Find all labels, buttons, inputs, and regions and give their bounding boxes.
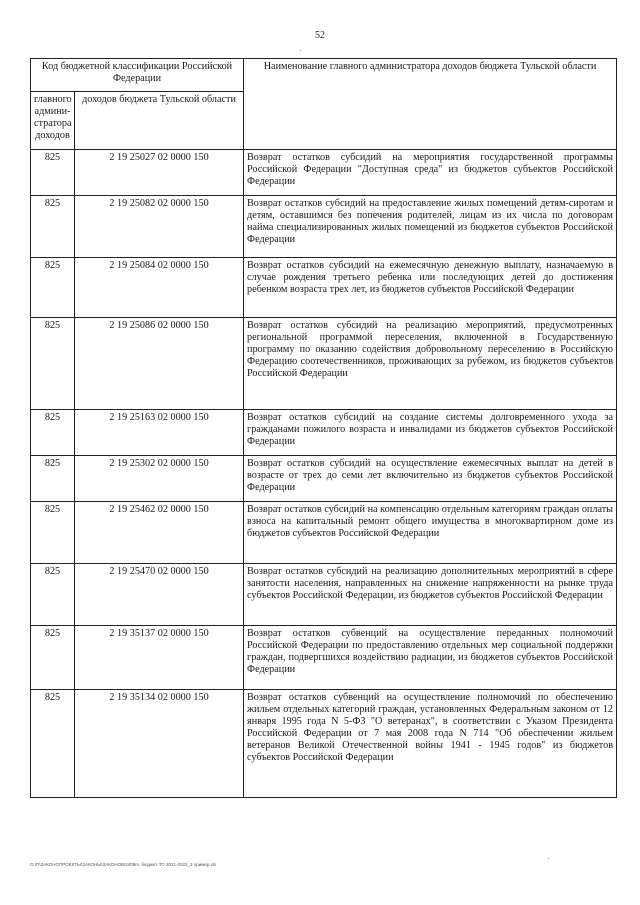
budget-code: 2 19 35137 02 0000 150 — [75, 626, 244, 690]
table-row — [31, 150, 617, 196]
admin-code: 825 — [31, 410, 75, 456]
income-description: Возврат остатков субсидий на ежемесячную денежную выплату, назначаемую в случае рождения третьего ребенка или последующих детей до достижения ребенком возраста трех лет, из бюджетов субъектов Российской Федерации — [244, 258, 617, 318]
admin-code: 825 — [31, 258, 75, 318]
income-description: Возврат остатков субсидий на создание системы долговременного ухода за гражданами пожилого возраста и инвалидами из бюджетов субъектов Российской Федерации — [244, 410, 617, 456]
budget-code: 2 19 25027 02 0000 150 — [75, 150, 244, 196]
footer-file-path: O:\П\ЗАКОНОПРОЕКТЫ\ЗАКОНЫ\ЗАКОНОБ\2408m. бюджет ТО 2021-2023_3 пример.xls — [30, 862, 217, 867]
page-number: 52 — [315, 30, 325, 41]
table-row — [31, 456, 617, 502]
income-description: Возврат остатков субсидий на предоставление жилых помещений детям-сиротам и детям, оставшимся без попечения родителей, лицам из их числа по договорам найма специализированных жилых помещений из бюджетов субъектов Российской Федерации — [244, 196, 617, 258]
admin-code: 825 — [31, 150, 75, 196]
table-row — [31, 410, 617, 456]
budget-code: 2 19 35134 02 0000 150 — [75, 690, 244, 798]
table-row — [31, 196, 617, 258]
table-row — [31, 690, 617, 798]
admin-code: 825 — [31, 456, 75, 502]
table-row — [31, 258, 617, 318]
budget-code: 2 19 25082 02 0000 150 — [75, 196, 244, 258]
budget-code: 2 19 25462 02 0000 150 — [75, 502, 244, 564]
admin-code: 825 — [31, 564, 75, 626]
budget-code: 2 19 25470 02 0000 150 — [75, 564, 244, 626]
header-name: Наименование главного администратора доходов бюджета Тульской области — [244, 59, 617, 150]
scan-speck — [300, 50, 301, 51]
income-description: Возврат остатков субсидий на реализацию дополнительных мероприятий в сфере занятости населения, направленных на снижение напряженности на рынке труда субъектов Российской Федерации, из бюджетов субъектов Российской Федерации — [244, 564, 617, 626]
budget-code: 2 19 25302 02 0000 150 — [75, 456, 244, 502]
table-row — [31, 502, 617, 564]
admin-code: 825 — [31, 626, 75, 690]
subheader-admin: главного админи-стратора доходов — [31, 92, 75, 150]
income-description: Возврат остатков субвенций на осуществление полномочий по обеспечению жильем отдельных категорий граждан, установленных Федеральным законом от 12 января 1995 года N 5-ФЗ "О ветеранах", в соответствии с Указом Президента Российской Федерации от 7 мая 2008 года N 714 "Об обеспечении жильем ветеранов Великой Отечественной войны 1941 - 1945 годов" из бюджетов субъектов Российской Федерации — [244, 690, 617, 798]
income-description: Возврат остатков субсидий на компенсацию отдельным категориям граждан оплаты взноса на капитальный ремонт общего имущества в многоквартирном доме из бюджетов субъектов Российской Федерации — [244, 502, 617, 564]
budget-classification-table — [30, 58, 617, 798]
table-row — [31, 318, 617, 410]
income-description: Возврат остатков субвенций на осуществление переданных полномочий Российской Федерации по предоставлению отдельных мер социальной поддержки граждан, подвергшихся воздействию радиации, из бюджетов субъектов Российской Федерации — [244, 626, 617, 690]
subheader-income: доходов бюджета Тульской области — [75, 92, 244, 150]
admin-code: 825 — [31, 196, 75, 258]
admin-code: 825 — [31, 318, 75, 410]
income-description: Возврат остатков субсидий на мероприятия государственной программы Российской Федерации "Доступная среда" из бюджетов субъектов Российской Федерации — [244, 150, 617, 196]
budget-code: 2 19 25084 02 0000 150 — [75, 258, 244, 318]
income-description: Возврат остатков субсидий на реализацию мероприятий, предусмотренных региональной программой переселения, включенной в Государственную программу по оказанию содействия добровольному переселению в Российскую Федерацию соотечественников, проживающих за рубежом, из бюджетов субъектов Российской Федерации — [244, 318, 617, 410]
budget-code: 2 19 25086 02 0000 150 — [75, 318, 244, 410]
admin-code: 825 — [31, 690, 75, 798]
table-row — [31, 626, 617, 690]
admin-code: 825 — [31, 502, 75, 564]
budget-code: 2 19 25163 02 0000 150 — [75, 410, 244, 456]
header-code: Код бюджетной классификации Российской Федерации — [31, 59, 244, 92]
income-description: Возврат остатков субсидий на осуществление ежемесячных выплат на детей в возрасте от трех до семи лет включительно из бюджетов субъектов Российской Федерации — [244, 456, 617, 502]
table-row — [31, 564, 617, 626]
scan-speck — [548, 858, 549, 859]
